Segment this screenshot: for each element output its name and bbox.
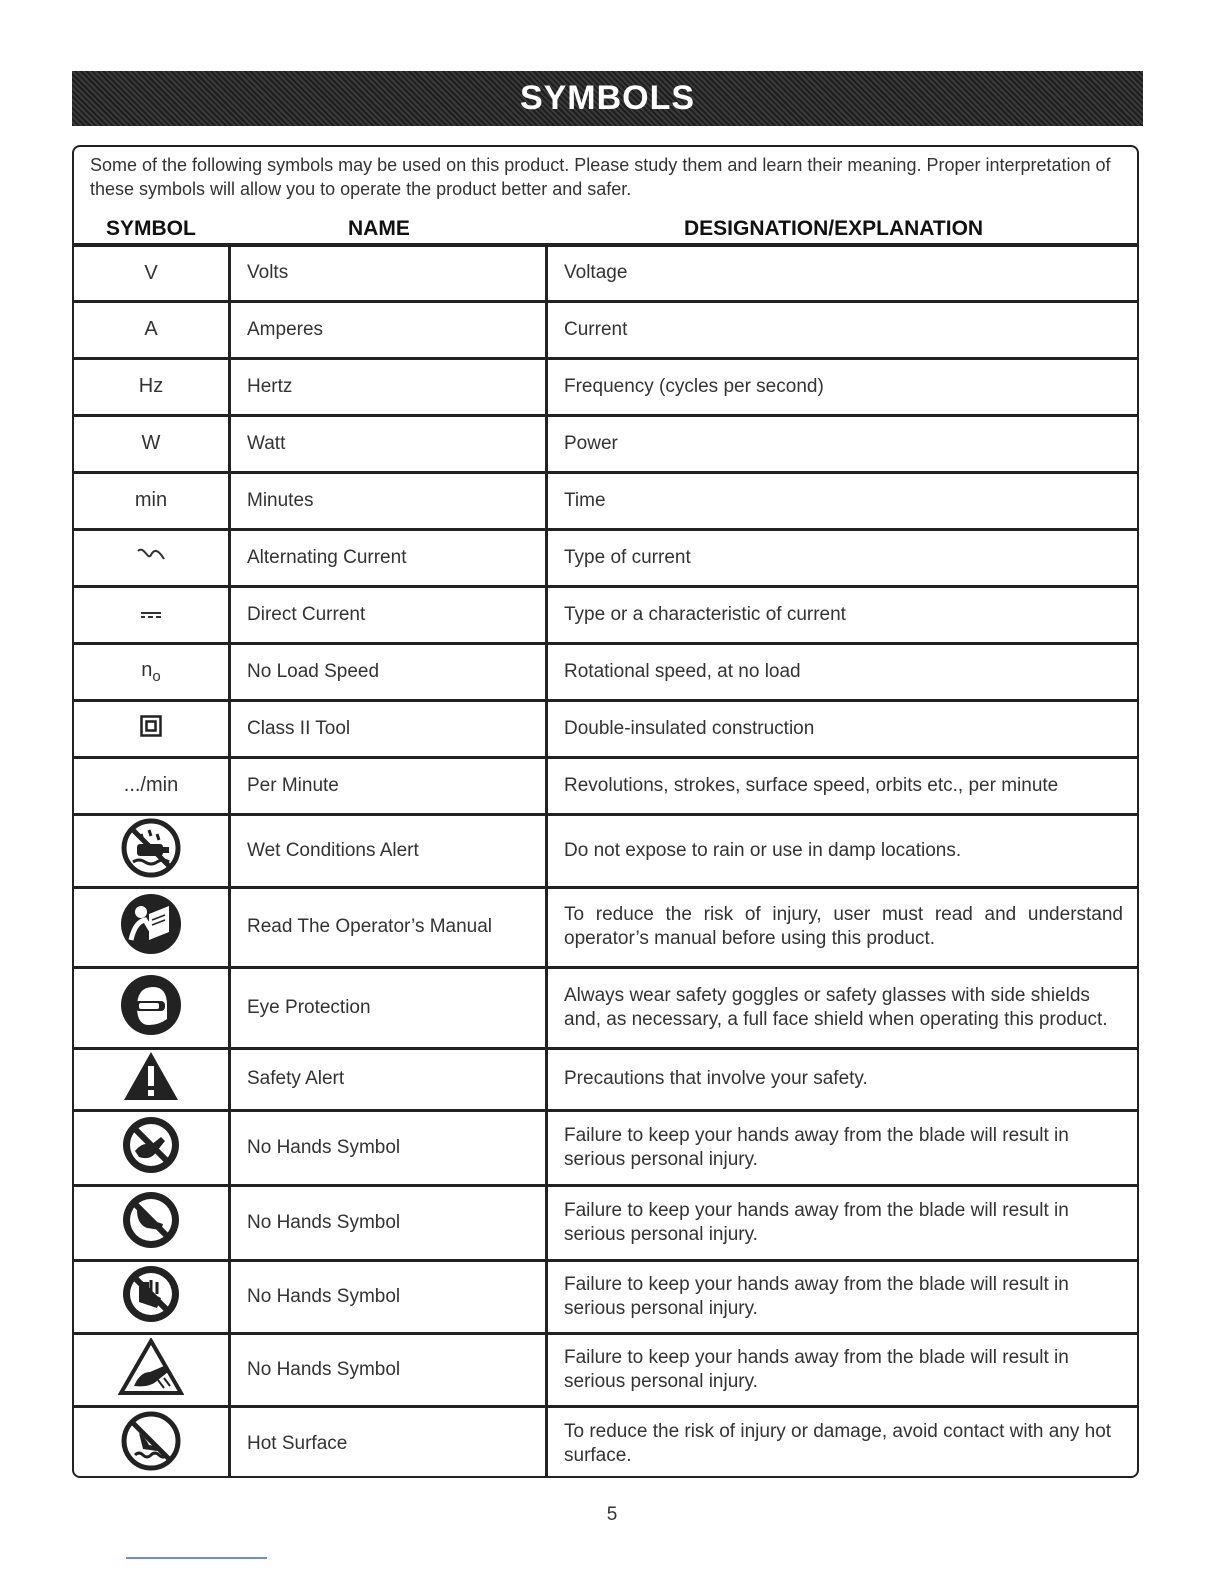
symbol-text: A	[144, 318, 158, 340]
table-row	[74, 700, 1137, 757]
table-row	[74, 1110, 1137, 1185]
symbol-cell	[74, 415, 230, 472]
table-row	[74, 245, 1137, 301]
no-hands-icon	[121, 1190, 181, 1250]
name-cell: Read The Operator’s Manual	[230, 887, 547, 967]
explanation-cell: Current	[547, 301, 1138, 358]
no-hands-warning-triangle-icon	[118, 1338, 184, 1396]
explanation-cell: Voltage	[547, 245, 1138, 301]
explanation-cell: Revolutions, strokes, surface speed, orbits etc., per minute	[547, 757, 1138, 814]
class-ii-tool-icon	[140, 715, 162, 737]
table-row	[74, 814, 1137, 887]
wet-conditions-icon	[121, 818, 181, 878]
table-row	[74, 301, 1137, 358]
name-cell: No Hands Symbol	[230, 1110, 547, 1185]
explanation-cell: Always wear safety goggles or safety glasses with side shields and, as necessary, a full face shield when operating this product.	[547, 967, 1138, 1048]
symbol-text: min	[134, 489, 168, 511]
name-cell: Amperes	[230, 301, 547, 358]
table-row	[74, 643, 1137, 700]
symbol-cell	[74, 301, 230, 358]
explanation-cell: Failure to keep your hands away from the blade will result in serious personal injury.	[547, 1333, 1138, 1406]
no-hands-icon	[121, 1115, 181, 1175]
no-hands-icon	[121, 1264, 181, 1324]
symbols-table	[74, 243, 1137, 1478]
symbol-cell	[74, 358, 230, 415]
name-cell: Class II Tool	[230, 700, 547, 757]
symbol-text: n	[141, 658, 153, 681]
direct-current-icon	[140, 610, 162, 620]
symbol-text: V	[144, 261, 158, 284]
symbol-subscript: o	[152, 667, 161, 685]
table-row	[74, 1406, 1137, 1478]
table-row	[74, 358, 1137, 415]
symbol-cell	[74, 529, 230, 586]
name-cell: No Hands Symbol	[230, 1185, 547, 1260]
explanation-cell: Rotational speed, at no load	[547, 643, 1138, 700]
explanation-cell: Double-insulated construction	[547, 700, 1138, 757]
name-cell: Hertz	[230, 358, 547, 415]
alternating-current-icon	[136, 547, 166, 563]
hot-surface-icon	[121, 1411, 181, 1471]
symbol-cell	[74, 757, 230, 814]
name-cell: Hot Surface	[230, 1406, 547, 1478]
name-cell: Volts	[230, 245, 547, 301]
page-title: SYMBOLS	[519, 79, 696, 117]
table-row	[74, 1185, 1137, 1260]
explanation-cell: Precautions that involve your safety.	[547, 1048, 1138, 1110]
name-cell: No Load Speed	[230, 643, 547, 700]
intro-text: Some of the following symbols may be used on this product. Please study them and learn their meaning. Proper interpretation of these symbols will allow you to operate the product better and safer.	[90, 155, 1111, 199]
name-cell: Minutes	[230, 472, 547, 529]
symbol-cell	[74, 643, 230, 700]
symbol-cell	[74, 245, 230, 301]
symbol-cell	[74, 1333, 230, 1406]
name-cell: No Hands Symbol	[230, 1260, 547, 1333]
explanation-cell: Do not expose to rain or use in damp locations.	[547, 814, 1138, 887]
symbol-cell	[74, 1406, 230, 1478]
symbol-cell	[74, 472, 230, 529]
symbol-cell	[74, 700, 230, 757]
name-cell: Per Minute	[230, 757, 547, 814]
table-row	[74, 415, 1137, 472]
name-cell: Watt	[230, 415, 547, 472]
explanation-cell: Power	[547, 415, 1138, 472]
eye-protection-icon	[119, 973, 183, 1037]
footer-line	[126, 1557, 267, 1559]
table-row	[74, 887, 1137, 967]
safety-alert-icon	[122, 1050, 180, 1102]
name-cell: Wet Conditions Alert	[230, 814, 547, 887]
name-cell: Alternating Current	[230, 529, 547, 586]
table-row	[74, 586, 1137, 643]
symbol-cell	[74, 586, 230, 643]
symbol-text: .../min	[123, 774, 179, 796]
table-row	[74, 1333, 1137, 1406]
symbol-cell	[74, 1048, 230, 1110]
name-cell: Eye Protection	[230, 967, 547, 1048]
name-cell: Direct Current	[230, 586, 547, 643]
title-banner	[72, 71, 1143, 126]
symbol-text: Hz	[138, 375, 164, 397]
explanation-cell: To reduce the risk of injury or damage, avoid contact with any hot surface.	[547, 1406, 1138, 1478]
explanation-cell: Frequency (cycles per second)	[547, 358, 1138, 415]
explanation-cell: Time	[547, 472, 1138, 529]
explanation-cell: To reduce the risk of injury, user must read and understand operator’s manual before using this product.	[547, 887, 1138, 967]
symbol-cell	[74, 887, 230, 967]
symbol-cell	[74, 967, 230, 1048]
read-manual-icon	[119, 892, 183, 956]
explanation-cell: Type of current	[547, 529, 1138, 586]
page-number: 5	[606, 1504, 618, 1525]
explanation-cell: Failure to keep your hands away from the blade will result in serious personal injury.	[547, 1110, 1138, 1185]
symbol-cell	[74, 1260, 230, 1333]
name-cell: Safety Alert	[230, 1048, 547, 1110]
symbols-box	[72, 145, 1139, 1478]
symbol-text: W	[141, 432, 161, 454]
symbol-cell	[74, 1110, 230, 1185]
table-row	[74, 1048, 1137, 1110]
explanation-cell: Type or a characteristic of current	[547, 586, 1138, 643]
symbol-cell	[74, 814, 230, 887]
symbol-cell	[74, 1185, 230, 1260]
table-row	[74, 757, 1137, 814]
explanation-cell: Failure to keep your hands away from the blade will result in serious personal injury.	[547, 1260, 1138, 1333]
name-cell: No Hands Symbol	[230, 1333, 547, 1406]
table-row	[74, 967, 1137, 1048]
table-row	[74, 472, 1137, 529]
table-row	[74, 1260, 1137, 1333]
table-row	[74, 529, 1137, 586]
explanation-cell: Failure to keep your hands away from the blade will result in serious personal injury.	[547, 1185, 1138, 1260]
header-explanation: DESIGNATION/EXPLANATION	[684, 217, 984, 240]
header-name: NAME	[348, 217, 410, 240]
header-symbol: SYMBOL	[106, 217, 196, 240]
